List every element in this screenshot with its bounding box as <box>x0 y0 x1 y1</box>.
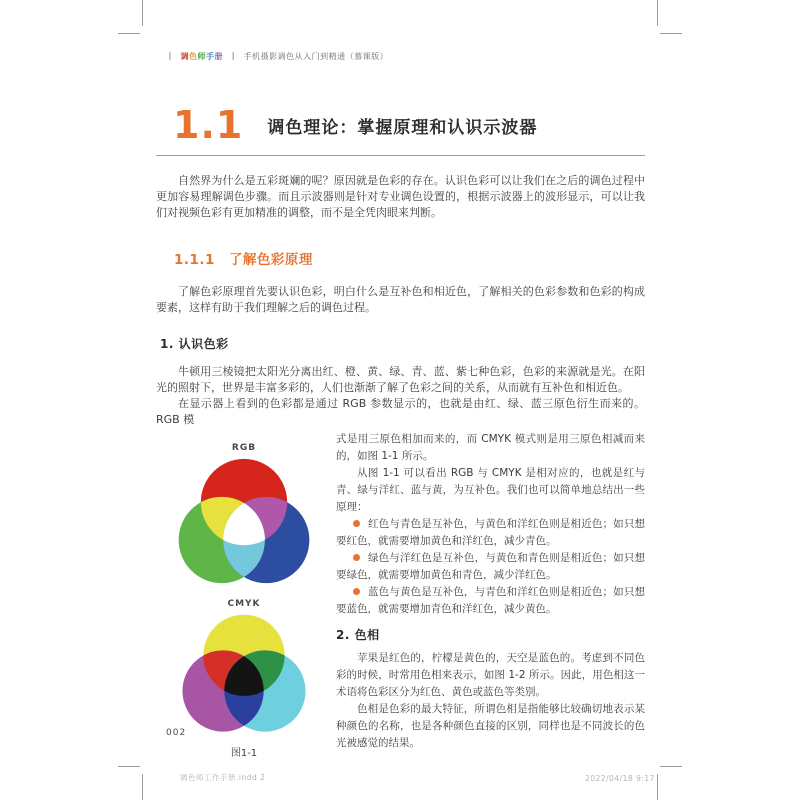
cmyk-venn-diagram <box>169 611 319 739</box>
section-number: 1.1 <box>173 103 244 147</box>
crop-mark-bottom-left-h <box>118 766 140 767</box>
heading-rule <box>156 155 645 156</box>
bullet-dot-icon <box>353 588 360 595</box>
principle-bullet-red <box>336 516 645 550</box>
figure-side-text <box>336 431 645 759</box>
page-number: 002 <box>166 728 187 738</box>
crop-mark-bottom-right-h <box>660 766 682 767</box>
recognize-paragraph-3: 从图 1-1 可以看出 RGB 与 CMYK 是相对应的，也就是红与青、绿与洋红、蓝与黄，为互补色。我们也可以简单地总结出一些原理： <box>336 467 645 513</box>
rgb-venn-label: RGB <box>231 443 257 453</box>
brand-char: 手 <box>206 52 215 61</box>
hue-paragraph-2: 色相是色彩的最大特征，所谓色相是指能够比较确切地表示某种颜色的名称，也是各种颜色直接的区别，同样也是不同波长的色光被感觉的结果。 <box>336 703 645 749</box>
subsection-number: 1.1.1 <box>174 252 215 268</box>
running-head-right-bar: ｜ <box>229 52 238 61</box>
rgb-venn-diagram <box>165 455 323 591</box>
cmyk-venn-label: CMYK <box>227 599 261 609</box>
crop-mark-top-left-v <box>142 0 143 26</box>
recognize-paragraph-2-firstline: 在显示器上看到的色彩都是通过 RGB 参数显示的，也就是由红、绿、蓝三原色衍生而来的。RGB 模 <box>156 397 645 426</box>
book-subtitle: 手机摄影调色从入门到精通（慕课版） <box>243 52 389 61</box>
section-heading <box>156 103 645 147</box>
section-title: 调色理论：掌握原理和认识示波器 <box>267 117 538 138</box>
subsection-lead-paragraph: 了解色彩原理首先要认识色彩，明白什么是互补色和相近色，了解相关的色彩参数和色彩的构成要素，这样有助于我们理解之后的调色过程。 <box>156 285 645 314</box>
figure-and-text-row <box>156 431 645 759</box>
crop-mark-bottom-right-v <box>657 774 658 800</box>
brand-char: 册 <box>214 52 224 61</box>
intro-paragraph: 自然界为什么是五彩斑斓的呢？原因就是色彩的存在。认识色彩可以让我们在之后的调色过程中更加容易理解调色步骤。而且示波器则是针对专业调色设置的，根据示波器上的波形显示，可以让我们对视频色彩有更加精准的调整，而不是全凭肉眼来判断。 <box>156 174 645 219</box>
header-brand <box>181 52 224 61</box>
print-filename-note: 调色师工作手册.indd 2 <box>180 773 266 782</box>
subsection-title: 了解色彩原理 <box>228 252 313 268</box>
figure-1-1 <box>156 431 332 759</box>
heading-recognize-color: 1. 认识色彩 <box>160 337 229 351</box>
recognize-paragraph-1: 牛顿用三棱镜把太阳光分离出红、橙、黄、绿、青、蓝、紫七种色彩，色彩的来源就是光。在阳光的照射下，世界是丰富多彩的，人们也渐渐了解了色彩之间的关系，从而就有互补色和相近色。 <box>156 365 645 394</box>
heading-hue: 2. 色相 <box>336 628 380 642</box>
crop-mark-top-right-h <box>660 33 682 34</box>
running-head <box>163 51 388 62</box>
brand-char: 色 <box>189 52 198 61</box>
hue-paragraph-1: 苹果是红色的，柠檬是黄色的，天空是蓝色的。考虑到不同色彩的时候，时常用色相来表示，如图 1-2 所示。因此，用色相这一术语将色彩区分为红色、黄色或蓝色等类别。 <box>336 652 645 698</box>
crop-mark-top-right-v <box>657 0 658 26</box>
bullet-text: 蓝色与黄色是互补色，与青色和洋红色则是相近色；如只想要蓝色，就需要增加青色和洋红色，减少黄色。 <box>336 586 645 615</box>
bullet-dot-icon <box>353 520 360 527</box>
running-head-left-bar: ｜ <box>166 52 175 61</box>
principle-bullet-green <box>336 550 645 584</box>
bullet-text: 红色与青色是互补色，与黄色和洋红色则是相近色；如只想要红色，就需要增加黄色和洋红色，减少青色。 <box>336 518 645 547</box>
bullet-dot-icon <box>353 554 360 561</box>
principle-bullet-blue <box>336 584 645 618</box>
figure-caption: 图1-1 <box>230 748 258 759</box>
brand-char: 师 <box>197 52 207 61</box>
brand-char: 调 <box>180 52 190 61</box>
crop-mark-top-left-h <box>118 33 140 34</box>
crop-mark-bottom-left-v <box>142 774 143 800</box>
bullet-text: 绿色与洋红色是互补色，与黄色和青色则是相近色；如只想要绿色，就需要增加黄色和青色，减少洋红色。 <box>336 552 645 581</box>
subsection-heading <box>156 248 645 268</box>
recognize-paragraph-2-continued: 式是用三原色相加而来的，而 CMYK 模式则是用三原色相减而来的，如图 1-1 所示。 <box>336 433 645 462</box>
page-body <box>156 103 645 759</box>
print-timestamp-note: 2022/04/18 9:17 <box>585 774 655 783</box>
